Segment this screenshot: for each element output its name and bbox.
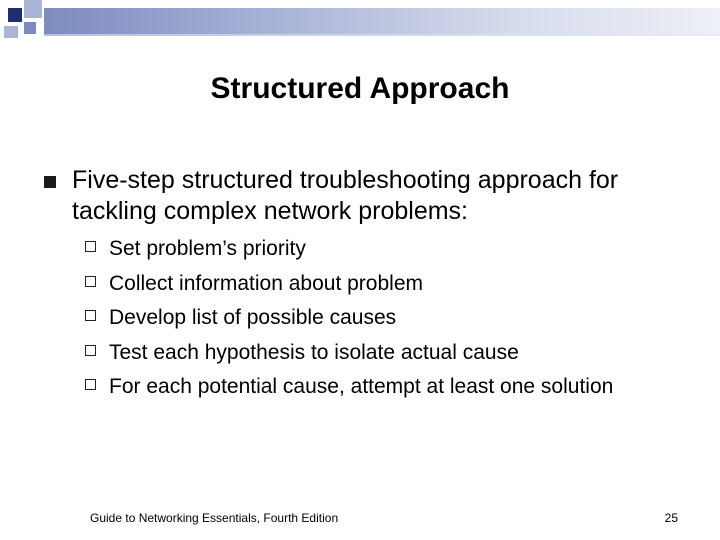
step-text: Set problem’s priority: [109, 237, 306, 260]
slide-title: Structured Approach: [210, 72, 510, 105]
list-item: [85, 374, 705, 409]
step-text: Test each hypothesis to isolate actual cause: [109, 340, 519, 364]
checkbox-bullet-icon: [85, 379, 96, 390]
header-gradient-bar: [44, 8, 720, 34]
checkbox-bullet-icon: [85, 345, 96, 356]
steps-list: [85, 236, 705, 409]
step-text: Collect information about problem: [109, 271, 423, 295]
footer-source: Guide to Networking Essentials, Fourth Edition: [90, 511, 339, 525]
checkbox-bullet-icon: [85, 310, 96, 321]
deco-square: [24, 22, 36, 34]
list-item: [85, 271, 705, 306]
main-bullet-text: Five-step structured troubleshooting approach for tackling complex network problems:: [72, 166, 619, 225]
checkbox-bullet-icon: [85, 241, 96, 252]
list-item: [85, 340, 705, 375]
square-bullet-icon: [44, 176, 56, 188]
header-underline: [44, 34, 720, 36]
deco-square: [4, 26, 18, 38]
deco-square: [8, 8, 22, 22]
deco-square: [24, 0, 42, 18]
step-text: For each potential cause, attempt at least one solution: [109, 375, 614, 398]
list-item: [85, 236, 705, 271]
checkbox-bullet-icon: [85, 276, 96, 287]
page-number: 25: [664, 511, 678, 525]
list-item: [85, 305, 705, 340]
step-text: Develop list of possible causes: [109, 306, 397, 329]
